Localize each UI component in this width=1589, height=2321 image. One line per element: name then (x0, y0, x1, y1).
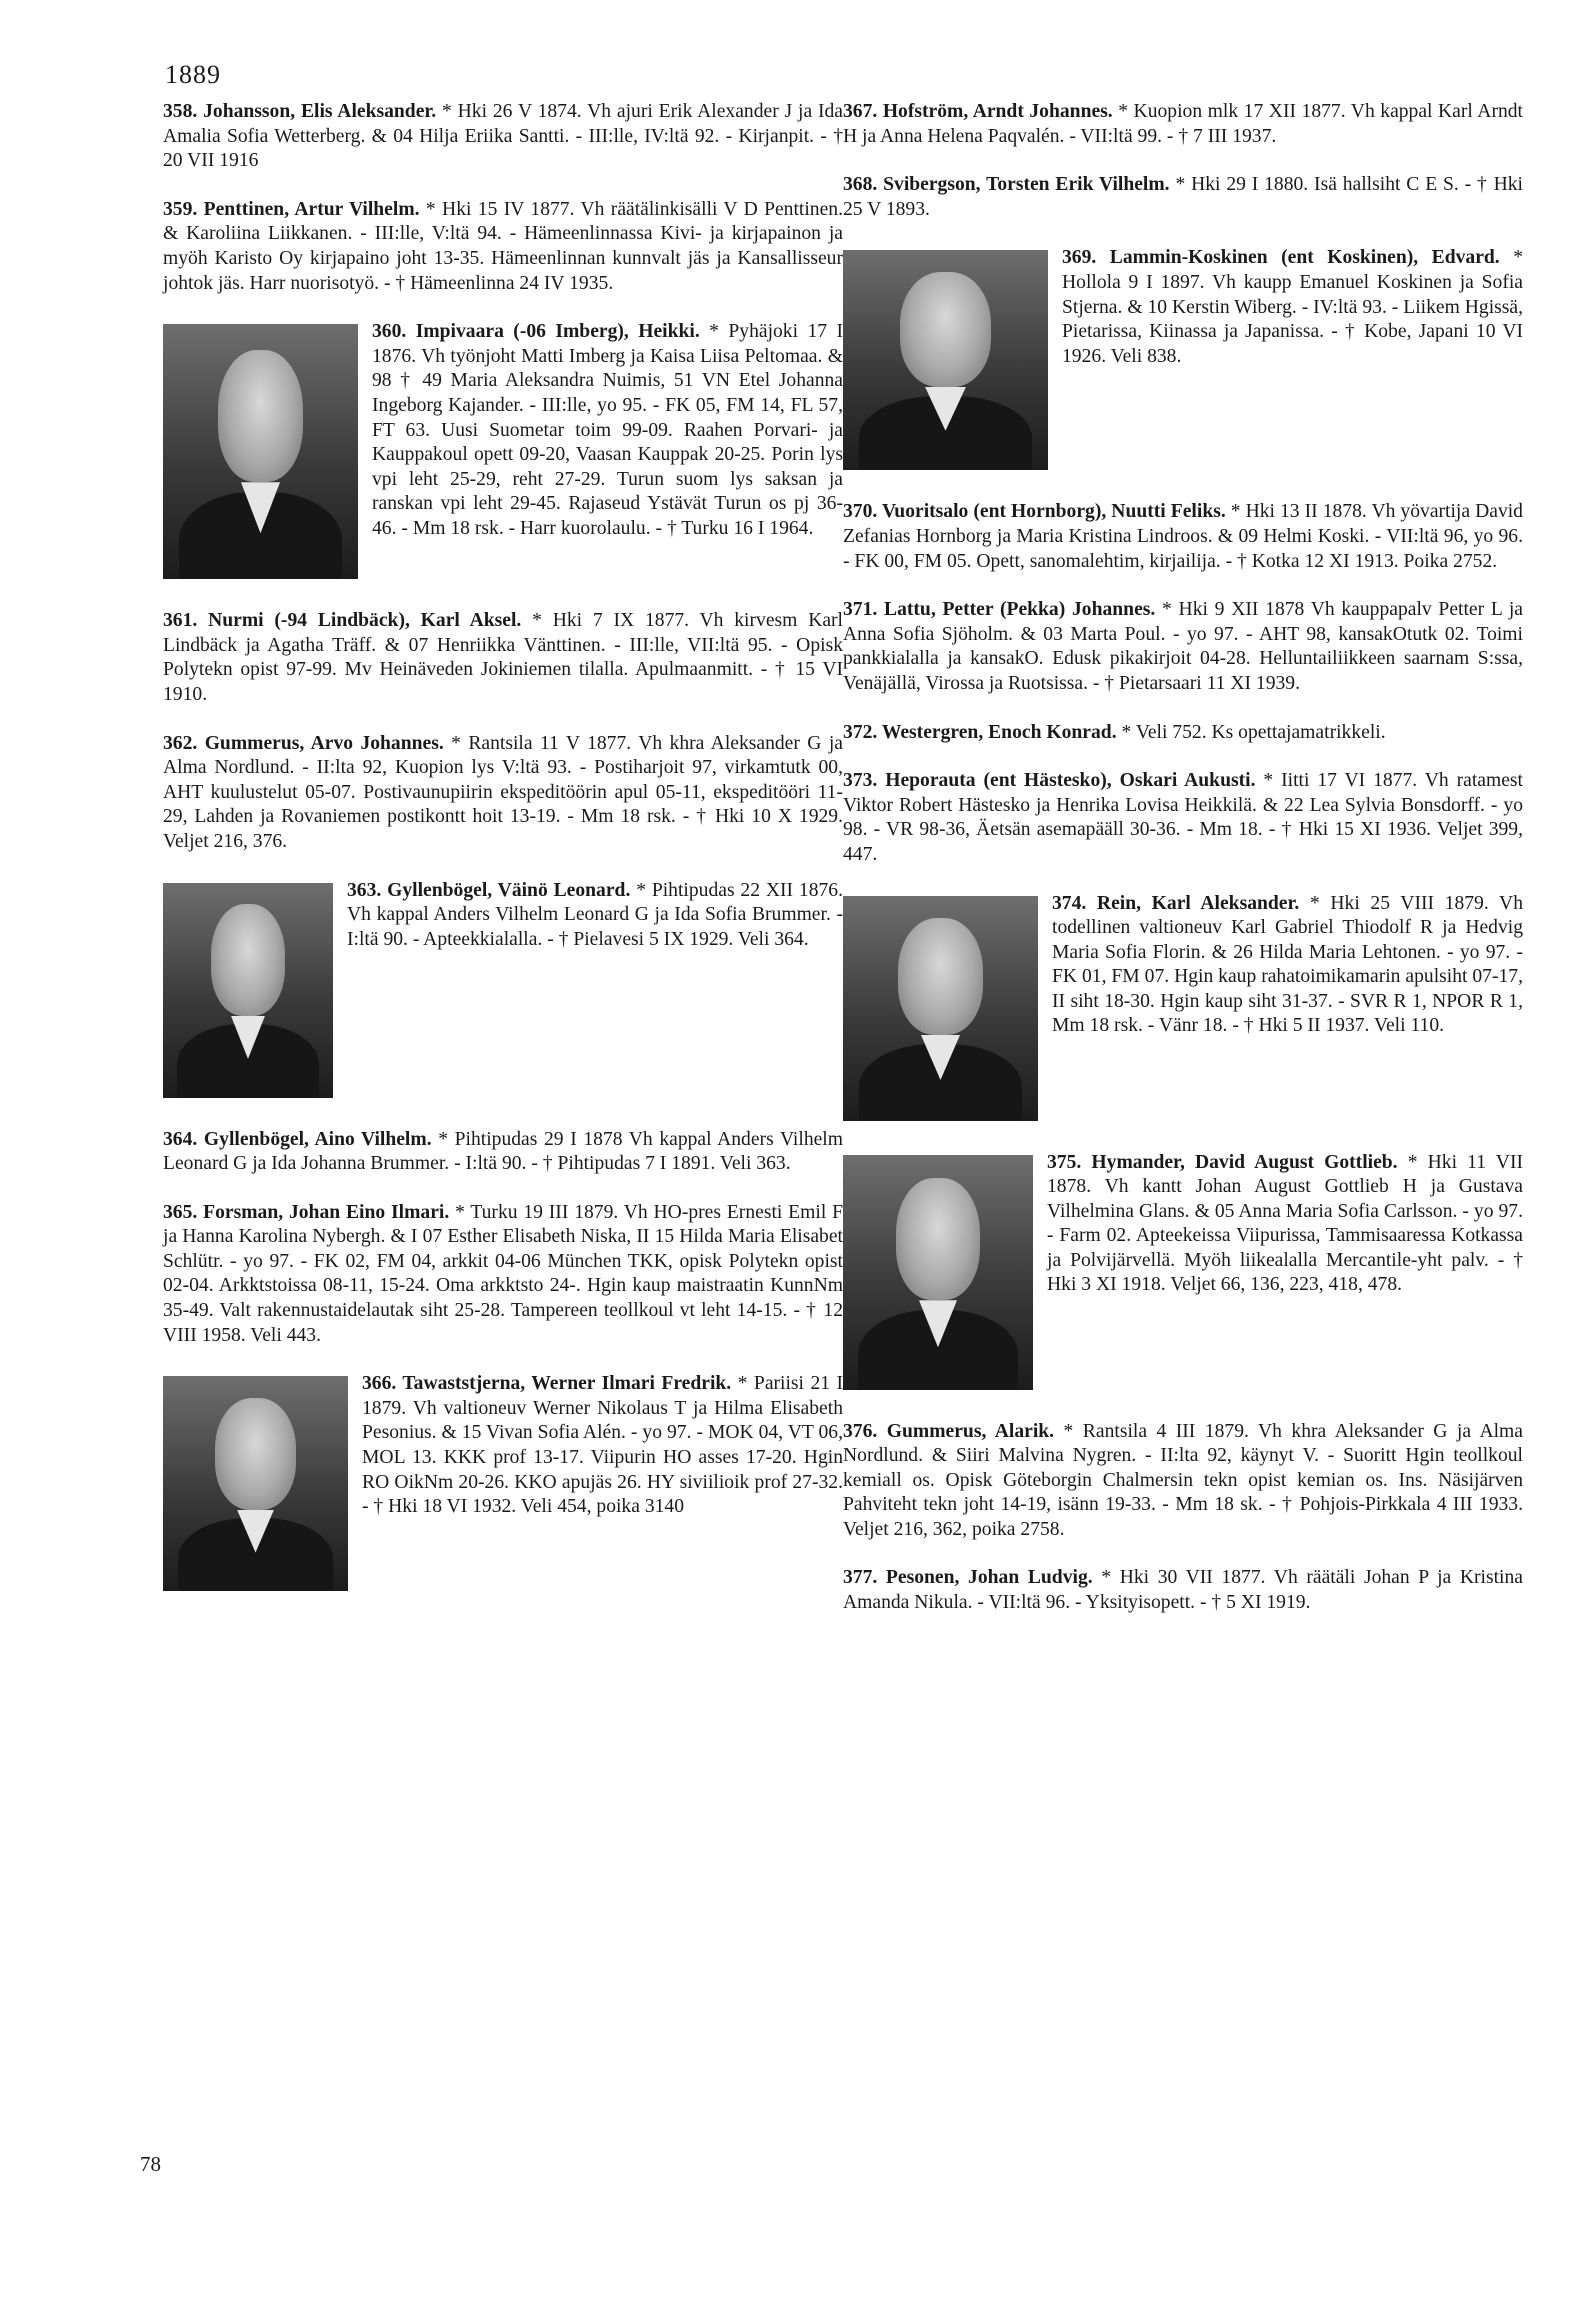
page-number: 78 (140, 2152, 161, 2176)
entry-heading: 366. Tawaststjerna, Werner Ilmari Fredrik. (362, 1373, 732, 1395)
entry-text: * Turku 19 III 1879. Vh HO-pres Ernesti Emil F ja Hanna Karolina Nybergh. & I 07 Esther Elisabeth Niska, II 15 Hilda Maria Elisabet Schlütr. - yo 97. - FK 02, FM 04, arkkit 04-06 München TKK, opisk Polytekn opist 02-04. Arkktstoissa 08-11, 15-24. Oma arkktsto 24-. Hgin kaup maistraatin KunnNm 35-49. Valt rakennustaidelautak siht 25-28. Tampereen teollkoul vt leht 14-15. - † 12 VIII 1958. Veli 443. (163, 1201, 843, 1346)
portrait-photo (163, 324, 358, 579)
entry-377 (843, 1566, 1523, 1615)
entry-360 (163, 320, 843, 585)
entry-358 (163, 100, 843, 174)
entry-362 (163, 732, 843, 855)
entry-heading: 371. Lattu, Petter (Pekka) Johannes. (843, 599, 1156, 621)
entry-text: * Hki 26 V 1874. Vh ajuri Erik Alexander J ja Ida Amalia Sofia Wetterberg. & 04 Hilja Eriika Santti. - III:lle, IV:ltä 92. - Kirjanpit. - † 20 VII 1916 (163, 101, 843, 172)
entry-heading: 375. Hymander, David August Gottlieb. (1047, 1151, 1398, 1173)
entry-375 (843, 1151, 1523, 1396)
page-year: 1889 (165, 60, 221, 89)
entry-373 (843, 769, 1523, 867)
entry-heading: 363. Gyllenbögel, Väinö Leonard. (347, 879, 631, 901)
entry-text: * Hki 7 IX 1877. Vh kirvesm Karl Lindbäck ja Agatha Träff. & 07 Henriikka Vänttinen. - III:lle, VII:ltä 95. - Opisk Polytekn opist 97-99. Mv Heinäveden Jokiniemen tilalla. Apulmaanmitt. - † 15 VI 1910. (163, 610, 844, 705)
entry-heading: 370. Vuoritsalo (ent Hornborg), Nuutti Feliks. (843, 501, 1226, 523)
entry-367 (843, 100, 1523, 149)
entry-366 (163, 1372, 843, 1597)
entry-heading: 368. Svibergson, Torsten Erik Vilhelm. (843, 174, 1170, 196)
entry-374 (843, 892, 1523, 1127)
entry-363 (163, 879, 843, 1104)
portrait-photo (843, 1155, 1033, 1390)
entry-heading: 362. Gummerus, Arvo Johannes. (163, 732, 444, 754)
entry-heading: 360. Impivaara (-06 Imberg), Heikki. (372, 321, 700, 343)
entry-359 (163, 198, 843, 296)
entry-text: * Iitti 17 VI 1877. Vh ratamest Viktor Robert Hästesko ja Henrika Lovisa Heikkilä. & 22 Lea Sylvia Bonsdorff. - yo 98. - VR 98-36, Äetsän asemapääll 30-36. - Mm 18. - † Hki 15 XI 1936. Veljet 399, 447. (843, 770, 1523, 865)
entry-heading: 377. Pesonen, Johan Ludvig. (843, 1567, 1093, 1589)
entry-heading: 358. Johansson, Elis Aleksander. (163, 101, 437, 122)
portrait-photo (843, 896, 1038, 1121)
portrait-photo (843, 250, 1048, 470)
entry-heading: 365. Forsman, Johan Eino Ilmari. (163, 1201, 450, 1223)
entry-376 (843, 1420, 1523, 1543)
entry-370 (843, 500, 1523, 574)
entry-text: * Hki 13 II 1878. Vh yövartija David Zefanias Hornborg ja Maria Kristina Lindroos. & 09 Helmi Koski. - VII:ltä 96, yo 96. - FK 00, FM 05. Opett, sanomalehtim, kirjailija. - † Kotka 12 XI 1913. Poika 2752. (843, 501, 1523, 572)
entry-364 (163, 1128, 843, 1177)
entry-text: * Hki 29 I 1880. Isä hallsiht C E S. - † Hki 25 V 1893. (843, 174, 1523, 220)
entry-text: * Rantsila 11 V 1877. Vh khra Aleksander G ja Alma Nordlund. - II:lta 92, Kuopion lys V:ltä 93. - Postiharjoit 97, virkamtutk 00, AHT kuulustelut 05-07. Postivaunupiirin ekspeditöörin apul 05-11, ekspeditööri 11-29, Lahden ja Rovaniemen postikontt hoit 13-19. - Mm 18 rsk. - † Hki 10 X 1929. Veljet 216, 376. (163, 732, 843, 852)
entry-heading: 372. Westergren, Enoch Konrad. (843, 721, 1117, 743)
entry-371 (843, 598, 1523, 696)
entry-heading: 369. Lammin-Koskinen (ent Koskinen), Edvard. (1062, 247, 1500, 269)
entry-heading: 364. Gyllenbögel, Aino Vilhelm. (163, 1128, 432, 1150)
entry-369 (843, 246, 1523, 476)
entry-heading: 376. Gummerus, Alarik. (843, 1420, 1055, 1442)
entry-heading: 361. Nurmi (-94 Lindbäck), Karl Aksel. (163, 610, 522, 632)
entry-372 (843, 721, 1523, 746)
entry-text: * Pihtipudas 22 XII 1876. Vh kappal Anders Vilhelm Leonard G ja Ida Sofia Brummer. - I:ltä 90. - Apteekkialalla. - † Pielavesi 5 IX 1929. Veli 364. (347, 879, 843, 950)
left-column (163, 100, 843, 1621)
entry-text: * Hki 30 VII 1877. Vh räätäli Johan P ja Kristina Amanda Nikula. - VII:ltä 96. - Yksityisopett. - † 5 XI 1919. (843, 1567, 1523, 1614)
entry-text: * Hki 9 XII 1878 Vh kauppapalv Petter L ja Anna Sofia Sjöholm. & 03 Marta Poul. - yo 97. - AHT 98, kansakOtutk 02. Toimi pankkialalla ja kansakO. Edusk pikakirjoit 04-28. Helluntailiikkeen saarnam S:ssa, Venäjällä, Virossa ja Ruotsissa. - † Pietarsaari 11 XI 1939. (843, 599, 1523, 694)
entry-heading: 367. Hofström, Arndt Johannes. (843, 101, 1113, 122)
entry-text: * Hollola 9 I 1897. Vh kaupp Emanuel Koskinen ja Sofia Stjerna. & 10 Kerstin Wiberg. - IV:ltä 93. - Liikem Hgissä, Pietarissa, Kiinassa ja Japanissa. - † Kobe, Japani 10 VI 1926. Veli 838. (1062, 247, 1523, 367)
entry-text: * Pariisi 21 I 1879. Vh valtioneuv Werner Nikolaus T ja Hilma Elisabeth Pesonius. & 15 Vivan Sofia Alén. - yo 97. - MOK 04, VT 06, MOL 13. KKK prof 13-17. Viipurin HO asses 17-20. Hgin RO OikNm 20-26. KKO apujäs 26. HY siviilioik prof 27-32. - † Hki 18 VI 1932. Veli 454, poika 3140 (362, 1373, 844, 1518)
right-column (843, 100, 1523, 1640)
entry-361 (163, 609, 843, 707)
entry-text: * Pihtipudas 29 I 1878 Vh kappal Anders Vilhelm Leonard G ja Ida Johanna Brummer. - I:ltä 90. - † Pihtipudas 7 I 1891. Veli 363. (163, 1128, 843, 1175)
entry-text: * Rantsila 4 III 1879. Vh khra Aleksander G ja Alma Nordlund. & Siiri Malvina Nygren. - II:lta 92, käynyt V. - Suoritt Hgin teollkoul kemiall os. Opisk Göteborgin Chalmersin tekn opist kemian os. Ins. Näsijärven Pahviteht tekn joht 14-19, isänn 19-33. - Mm 18 sk. - † Pohjois-Pirkkala 4 III 1933. Veljet 216, 362, poika 2758. (843, 1420, 1523, 1540)
entry-368 (843, 173, 1523, 222)
portrait-photo (163, 1376, 348, 1591)
entry-365 (163, 1201, 843, 1349)
entry-heading: 374. Rein, Karl Aleksander. (1052, 892, 1300, 914)
portrait-photo (163, 883, 333, 1098)
entry-text: * Pyhäjoki 17 I 1876. Vh työnjoht Matti Imberg ja Kaisa Liisa Peltomaa. & 98 † 49 Maria Aleksandra Nuimis, 51 VN Etel Johanna Ingeborg Kajander. - III:lle, yo 95. - FK 05, FM 14, FL 57, FT 63. Uusi Suometar toim 99-09. Raahen Porvari- ja Kauppakoul opett 09-20, Vaasan Kauppak 20-25. Porin lys vpi leht 25-29, reht 27-29. Turun suom lys saksan ja ranskan vpi leht 29-45. Rajaseud Ystävät Turun os pj 36-46. - Mm 18 rsk. - Harr kuorolaulu. - † Turku 16 I 1964. (372, 321, 843, 539)
entry-text: * Hki 11 VII 1878. Vh kantt Johan August Gottlieb H ja Gustava Vilhelmina Glans. & 05 Anna Maria Sofia Carlsson. - yo 97. - Farm 02. Apteekeissa Viipurissa, Tammisaaressa Kotkassa ja Polvijärvellä. Myöh liikealalla Mercantile-yht palv. - † Hki 3 XI 1918. Veljet 66, 136, 223, 418, 478. (1047, 1151, 1523, 1296)
entry-text: * Veli 752. Ks opettajamatrikkeli. (1116, 721, 1386, 743)
entry-text: * Hki 25 VIII 1879. Vh todellinen valtioneuv Karl Gabriel Thiodolf R ja Hedvig Maria Sofia Florin. & 26 Hilda Maria Lehtonen. - yo 97. - FK 01, FM 07. Hgin kaup rahatoimikamarin apulsiht 07-17, II siht 18-30. Hgin kaup siht 31-37. - SVR R 1, NPOR R 1, Mm 18 rsk. - Vänr 18. - † Hki 5 II 1937. Veli 110. (1052, 892, 1523, 1037)
entry-text: * Kuopion mlk 17 XII 1877. Vh kappal Karl Arndt H ja Anna Helena Paqvalén. - VII:ltä 99. - † 7 III 1937. (843, 101, 1523, 147)
entry-heading: 373. Heporauta (ent Hästesko), Oskari Aukusti. (843, 770, 1256, 792)
entry-text: * Hki 15 IV 1877. Vh räätälinkisälli V D Penttinen. & Karoliina Liikkanen. - III:lle, V:ltä 94. - Hämeenlinnassa Kivi- ja kirjapainon ja myöh Karisto Oy kirjapaino joht 13-35. Hämeenlinnan kunnvalt jäs ja Kansallisseur johtok jäs. Harr nuorisotyö. - † Hämeenlinna 24 IV 1935. (163, 198, 843, 294)
entry-heading: 359. Penttinen, Artur Vilhelm. (163, 198, 420, 220)
